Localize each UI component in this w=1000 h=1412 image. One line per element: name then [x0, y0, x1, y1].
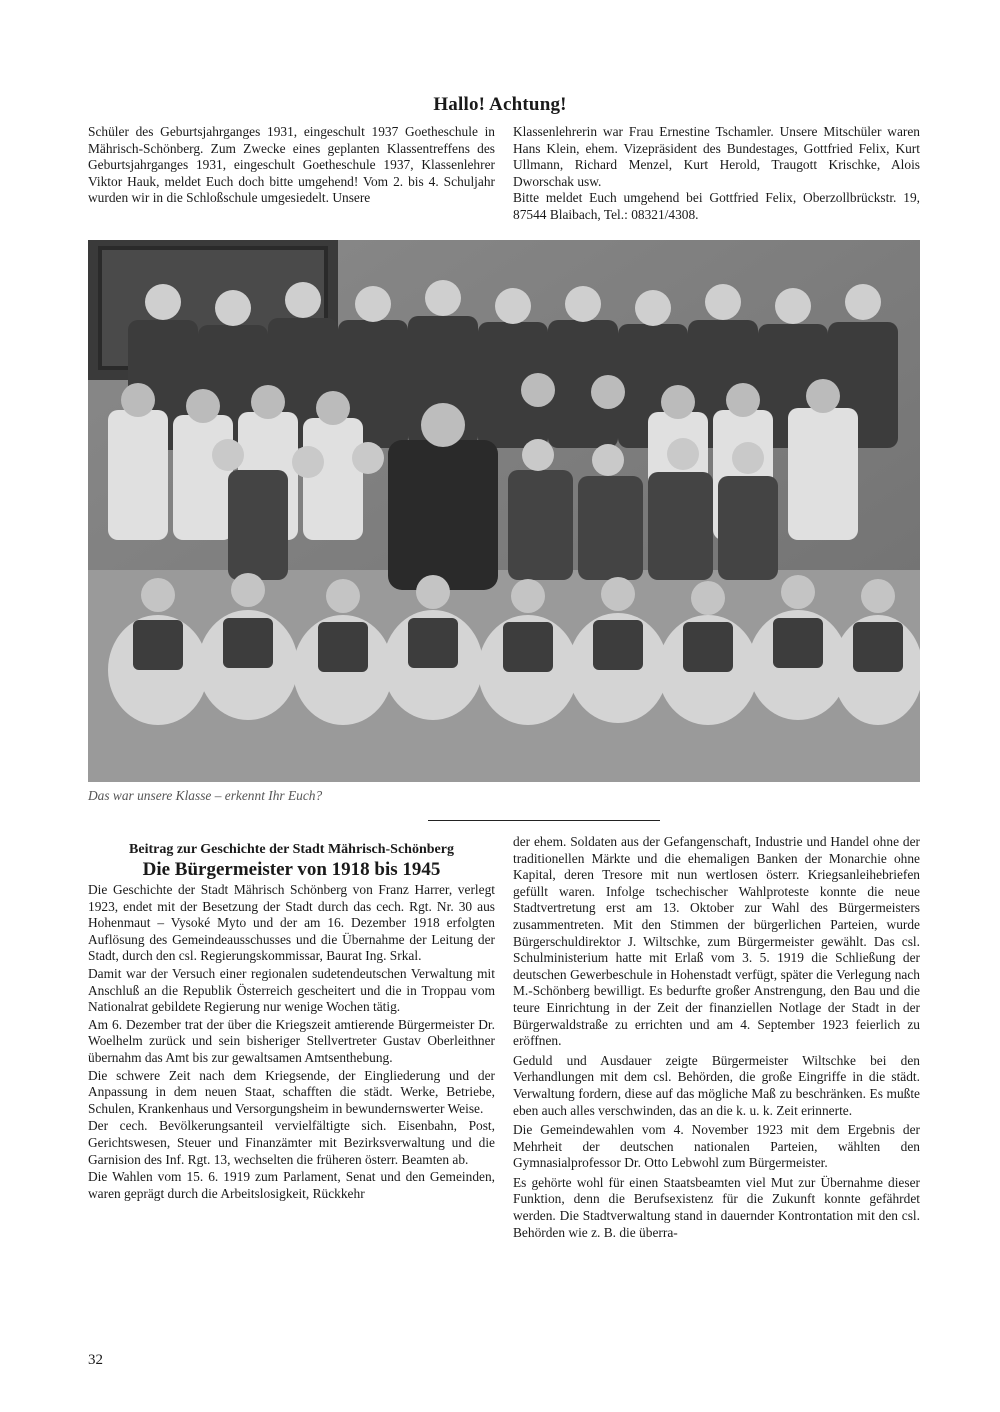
article-paragraph: Geduld und Ausdauer zeigte Bürgermeister Wiltschke bei den Verhandlungen mit dem csl. Behörden, die große Eingriffe in die städt. Verwaltung fordern, diese auf das mögliche Maß zu beschränken. Es mußte eben auch alles verschwinden, das an die k. u. k. Zeit erinnerte.: [513, 1052, 920, 1118]
photo-caption: Das war unsere Klasse – erkennt Ihr Euch?: [88, 788, 323, 803]
article-paragraph: Der cech. Bevölkerungsanteil vervielfältigte sich. Eisenbahn, Post, Gerichtswesen, Steuer und Finanzämter mit Bezirksverwaltung und die Garnision des Inf. Rgt. 13, wechselten die früheren österr. Beamten ab.: [88, 1118, 495, 1167]
article-paragraph: Die Gemeindewahlen vom 4. November 1923 mit dem Ergebnis der Mehrheit der deutschen nationalen Parteien, wählten den Gymnasialprofessor Dr. Otto Lebwohl zum Bürgermeister.: [513, 1122, 920, 1171]
article-right-column: [513, 834, 920, 1241]
article-subtitle: Beitrag zur Geschichte der Stadt Mährisch-Schönberg: [129, 842, 454, 857]
class-photo-image: [88, 240, 920, 782]
intro-left-text: Schüler des Geburtsjahrganges 1931, eingeschult 1937 Goetheschule in Mährisch-Schönberg. Zum Zwecke eines geplanten Klassentreffens des Geburtsjahrganges 1931, eingeschult Goetheschule 1937, Klassenlehrer Viktor Hauk, meldet Euch doch bitte umgehend! Vom 2. bis 4. Schuljahr wurden wir in die Schloßschule umgesiedelt. Unsere: [88, 124, 495, 206]
intro-right-paragraph-1: Klassenlehrerin war Frau Ernestine Tschamler. Unsere Mitschüler waren Hans Klein, ehem. Vizepräsident des Bundestages, Gottfried Felix, Kurt Ullmann, Richard Menzel, Kurt Herold, Traugott Krischke, Alois Dworschak usw.: [513, 124, 920, 189]
article-paragraph: Es gehörte wohl für einen Staatsbeamten viel Mut zur Übernahme dieser Funktion, denn die Berufsexistenz für die Zukunft konnte gefährdet werden. Die Stadtverwaltung stand in dauernder Kontrontation mit den csl. Behörden wie z. B. die überra-: [513, 1174, 920, 1240]
class-photo: [88, 240, 920, 782]
intro-left-column: [88, 124, 495, 207]
page-number: 32: [88, 1352, 103, 1368]
article-title: Hallo! Achtung!: [433, 94, 567, 115]
intro-right-paragraph-2: Bitte meldet Euch umgehend bei Gottfried Felix, Oberzollbrückstr. 19, 87544 Blaibach, Tel.: 08321/4308.: [513, 190, 920, 222]
section-divider: [428, 820, 660, 821]
article-heading: Die Bürgermeister von 1918 bis 1945: [142, 859, 441, 880]
article-left-column: [88, 882, 495, 1202]
article-paragraph: Die Wahlen vom 15. 6. 1919 zum Parlament, Senat und den Gemeinden, waren geprägt durch die Arbeitslosigkeit, Rückkehr: [88, 1169, 495, 1201]
intro-right-column: [513, 124, 920, 224]
article-paragraph: der ehem. Soldaten aus der Gefangenschaft, Industrie und Handel ohne der traditionellen Märkte und die ehemaligen Banken der Monarchie ohne Kapital, deren Tresore mit nun wertlosen österr. Kriegsanleihebriefen gefüllt waren. Infolge tschechischer Wahlproteste konnte die neue Stadtvertretung erst am 13. Oktober zur Wahl des Bürgermeisters zusammentreten. Mit den Stimmen der bürgerlichen Parteien, wurde Bürgerschuldirektor J. Wiltschke, zum Bürgermeister gewählt. Das csl. Schulministerium hatte mit Erlaß vom 3. 5. 1919 die Schließung der deutschen Gewerbeschule in Hohenstadt verfügt, später die Verlegung nach M.-Schönberg bewilligt. Es bedurfte großer Anstrengung, den Bau und die teure Einrichtung in der Zeit der finanziellen Notlage der Stadt in der Bürgerwaldstraße zu errichten und am 4. September 1923 feierlich zu eröffnen.: [513, 834, 920, 1049]
article-paragraph: Die Geschichte der Stadt Mährisch Schönberg von Franz Harrer, verlegt 1923, endet mit der Besetzung der Stadt durch das cech. Rgt. Nr. 30 aus Hohenmaut – Vysoké Myto und der am 16. Dezember 1918 erfolgten Auflösung des Gemeindeausschusses und die Übernahme der Leitung der Stadt, durch den csl. Regierungskommissar, Baurat Ing. Srkal.: [88, 882, 495, 964]
article-paragraph: Die schwere Zeit nach dem Kriegsende, der Eingliederung und der Anpassung in dem neuen Staat, schafften die städt. Werke, Betriebe, Schulen, Krankenhaus und Versorgungsheim in bewundernswerter Weise.: [88, 1067, 495, 1116]
article-paragraph: Am 6. Dezember trat der über die Kriegszeit amtierende Bürgermeister Dr. Woelhelm zurück und sein bisheriger Stellvertreter Gustav Oberleithner übernahm das Amt bis zur gewaltsamen Amtsenthebung.: [88, 1016, 495, 1065]
article-paragraph: Damit war der Versuch einer regionalen sudetendeutschen Verwaltung mit Anschluß an die Republik Österreich gescheitert und die in Troppau vom Nationalrat gebildete Regierung nur wenige Wochen tätig.: [88, 965, 495, 1015]
